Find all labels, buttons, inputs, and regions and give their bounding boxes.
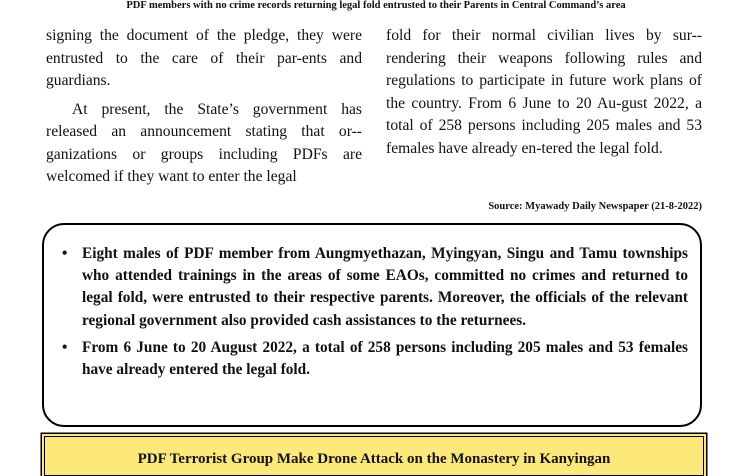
summary-item-text: Eight males of PDF member from Aungmyethazan, Myingyan, Singu and Tamu townships who attended trainings in the areas of some EAOs, committed no crimes and returned to legal fold, were entrusted to their respective parents. Moreover, the officials of the relevant regional government also provided cash assistances to the returnees. [82,245,688,329]
paragraph: At present, the State’s government has released an announcement stating that or-ganizations or groups including PDFs are welcomed if they want to enter the legal [46,100,362,185]
summary-box [42,223,702,427]
bullet-icon: • [62,338,68,356]
paragraph: signing the document of the pledge, they were entrusted to the care of their par-ents and guardians. [46,27,362,89]
source-citation: Source: Myawady Daily Newspaper (21-8-2022) [488,201,702,212]
bullet-icon: • [62,245,68,262]
next-section-title: PDF Terrorist Group Make Drone Attack on the Monastery in Kanyingan [137,451,611,467]
paragraph: fold for their normal civilian lives by sur-rendering their weapons following rules and regulations to participate in future work plans of the country. From 6 June to 20 Au-gust 2022, a total of 258 persons including 205 males and 53 females have already en-tered the legal fold. [386,27,702,157]
summary-item [62,243,688,332]
summary-item [62,337,688,381]
next-section-header [44,436,704,476]
summary-list [62,243,688,381]
summary-item-text: From 6 June to 20 August 2022, a total of 258 persons including 205 males and 53 females have already entered the legal fold. [82,338,688,379]
article-column-left [46,25,362,189]
article-column-right [386,25,702,160]
figure-caption: PDF members with no crime records returning legal fold entrusted to their Parents in Central Command’s area [126,0,626,11]
